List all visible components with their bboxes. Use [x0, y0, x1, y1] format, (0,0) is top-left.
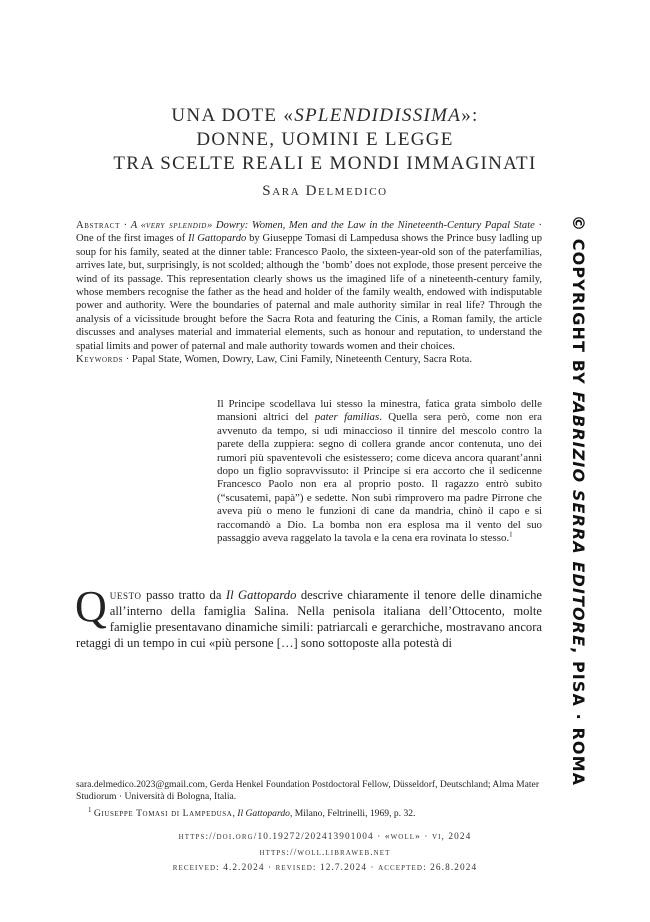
abstract-label: Abstract [76, 220, 120, 231]
keywords: Keywords · Papal State, Women, Dowry, Law, Cini Family, Nineteenth Century, Sacra Rota. [76, 354, 473, 366]
author-affiliation: sara.delmedico.2023@gmail.com, Gerda Henkel Foundation Postdoctoral Fellow, Düsseldorf, Deutschland; Alma Mater Studiorum · Università di Bologna, Italia. [76, 779, 540, 803]
journal-url[interactable]: https://woll.libraweb.net [259, 847, 391, 858]
epigraph-quote: Il Principe scodellava lui stesso la minestra, fatica grata simbolo delle mansioni altrici del pater familias. Quella sera però, come non era avvenuto da tempo, si udì minaccioso il tinnire del mescolo contro la parete della zuppiera: segno di collera grande ancor contenuta, uno dei rumori più spaventevoli che esistessero; come diceva ancora quarant’anni dopo un figlio sopravvissuto: il Principe si era accorto che il sedicenne Francesco Paolo non era al proprio posto. Il ragazzo entrò subito (“scusatemi, papà”) e sedette. Non subì rimprovero ma padre Pirrone che aveva più o meno le funzioni di cane da mandria, chinò il capo e si raccomandò a Dio. La bomba non era esplosa ma il vento del suo passaggio aveva raggelato la tavola e la cena era rovinata lo stesso.$^1$ [217, 398, 542, 545]
keywords-label: Keywords [76, 354, 124, 366]
body-text: Questo passo tratto da Il Gattopardo descrive chiaramente il tenore delle dinamiche all’interno della famiglia Salina. Nella penisola italiana dell’Ottocento, molte famiglie presentavano dinamiche simili: patriarcali e gerarchiche, mostravano ancora retaggi di un tempo in cui «più persone […] sono sottoposte alla potestà di [75, 582, 542, 650]
drop-cap: Q [75, 582, 107, 631]
title-line-1: UNA DOTE «SPLENDIDISSIMA»: [171, 105, 479, 126]
publication-info [0, 830, 650, 877]
footnotes [76, 779, 556, 821]
abstract [76, 219, 542, 366]
copyright-notice: © COPYRIGHT BY FABRIZIO SERRA EDITORE, PISA · ROMA [569, 215, 588, 787]
abstract-paragraph: Abstract · A «very splendid» Dowry: Women, Men and the Law in the Nineteenth-Century Papal State · One of the first images of Il Gattopardo by Giuseppe Tomasi di Lampedusa shows the Prince busy ladling up soup for his family, seated at the dinner table: Francesco Paolo, the sixteen-year-old son of the paterfamilias, arrives late, but, surprisingly, is not scolded; although the ‘bomb’ does not explode, those present perceive the wind of its passage. This representation clearly shows us the imagined life of a nineteenth-century family, whose members recognise the father as the head and holder of the family wealth, endowed with indisputable power and authority. Were the boundaries of paternal and male authority similar in real life? Through the analysis of a vicissitude brought before the Sacra Rota and featuring the Cinis, a Roman family, the article discusses and analyses material and immaterial elements, such as honour and reputation, to understand the spatial limits and power of paternal and male authority towards women and their choices. [76, 220, 542, 352]
footnote-1: $^1$ Giuseppe Tomasi di Lampedusa, Il Gattopardo, Milano, Feltrinelli, 1969, p. 32. [88, 806, 416, 820]
title-italic-word: SPLENDIDISSIMA [294, 105, 462, 126]
title-line-2: DONNE, UOMINI E LEGGE [196, 129, 454, 150]
doi-link[interactable]: https://doi.org/10.19272/202413901004 · «woll» · vi, 2024 [178, 832, 472, 842]
title-line-3: TRA SCELTE REALI E MONDI IMMAGINATI [113, 153, 537, 174]
english-title: A «very splendid» Dowry: Women, Men and the Law in the Nineteenth-Century Papal State [130, 220, 535, 231]
review-dates: received: 4.2.2024 · revised: 12.7.2024 · accepted: 26.8.2024 [172, 863, 478, 873]
author-name: Sara Delmedico [262, 183, 388, 199]
footnote-ref-1[interactable]: 1 [509, 530, 513, 539]
article-title [0, 104, 650, 176]
